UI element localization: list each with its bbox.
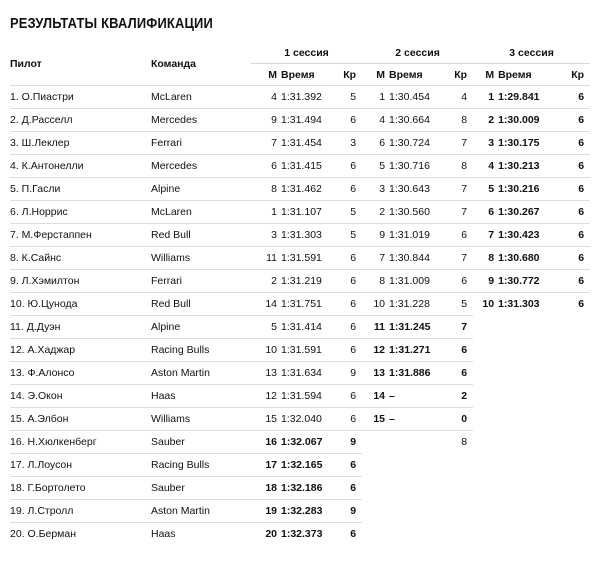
session-1-position: 9 [251,109,277,132]
session-1-time: 1:32.165 [277,454,333,477]
team-name: Alpine [151,178,251,201]
session-3-empty [473,500,494,523]
session-3-time: 1:30.267 [494,201,557,224]
session-2-position: 3 [362,178,385,201]
header-pilot: Пилот [10,57,42,70]
session-1-time: 1:31.594 [277,385,333,408]
session-2-position: 2 [362,201,385,224]
session-2-time: – [385,408,441,431]
session-1-laps: 6 [333,247,362,270]
session-1-position: 18 [251,477,277,500]
session-3-position: 5 [473,178,494,201]
table-row [10,201,590,224]
session-1-position: 4 [251,86,277,109]
table-row [10,270,590,293]
session-3-empty [557,500,590,523]
session-2-time: 1:30.844 [385,247,441,270]
session-3-empty [494,523,557,546]
table-row [10,224,590,247]
header-s1-m: М [268,68,277,81]
session-1-laps: 6 [333,523,362,546]
session-2-laps: 6 [441,224,473,247]
session-2-empty [441,523,473,546]
session-3-empty [473,408,494,431]
table-row [10,339,590,362]
pilot-name: 18. Г.Бортолето [10,477,151,500]
session-2-empty [362,500,385,523]
session-2-laps: 7 [441,178,473,201]
session-2-time: 1:31.228 [385,293,441,316]
session-2-time: 1:30.664 [385,109,441,132]
session-2-laps: 6 [441,362,473,385]
team-name: Aston Martin [151,500,251,523]
session-1-time: 1:31.107 [277,201,333,224]
table-row [10,132,590,155]
session-3-position: 2 [473,109,494,132]
session-3-time: 1:30.009 [494,109,557,132]
session-2-laps: 8 [441,431,473,454]
session-1-laps: 6 [333,408,362,431]
pilot-name: 5. П.Гасли [10,178,151,201]
session-1-time: 1:31.392 [277,86,333,109]
session-2-time: 1:30.716 [385,155,441,178]
session-1-position: 2 [251,270,277,293]
session-1-time: 1:31.414 [277,316,333,339]
session-2-laps: 8 [441,109,473,132]
session-2-position: 4 [362,109,385,132]
session-3-empty [473,454,494,477]
pilot-name: 13. Ф.Алонсо [10,362,151,385]
table-row [10,523,590,546]
pilot-name: 3. Ш.Леклер [10,132,151,155]
table-row [10,362,590,385]
team-name: Racing Bulls [151,339,251,362]
session-2-time: 1:30.643 [385,178,441,201]
session-2-time: – [385,385,441,408]
pilot-name: 12. А.Хаджар [10,339,151,362]
header-s1-time: Время [281,68,315,81]
header-s2-kr: Кр [454,68,468,81]
team-name: Williams [151,408,251,431]
session-1-position: 7 [251,132,277,155]
session-3-empty [557,362,590,385]
header-session-2: 2 сессия [362,42,473,64]
pilot-name: 4. К.Антонелли [10,155,151,178]
team-name: Haas [151,523,251,546]
session-2-laps: 7 [441,132,473,155]
team-name: Racing Bulls [151,454,251,477]
team-name: Mercedes [151,109,251,132]
page-title: РЕЗУЛЬТАТЫ КВАЛИФИКАЦИИ [10,15,213,32]
header-s3-time: Время [498,68,532,81]
session-1-position: 16 [251,431,277,454]
session-1-time: 1:31.751 [277,293,333,316]
session-2-time: 1:30.454 [385,86,441,109]
session-3-empty [557,316,590,339]
session-2-position: 11 [362,316,385,339]
session-1-position: 10 [251,339,277,362]
table-row [10,155,590,178]
session-2-laps: 6 [441,339,473,362]
session-1-time: 1:31.494 [277,109,333,132]
session-2-time: 1:31.271 [385,339,441,362]
session-3-empty [473,385,494,408]
pilot-name: 17. Л.Лоусон [10,454,151,477]
session-3-empty [494,362,557,385]
pilot-name: 19. Л.Стролл [10,500,151,523]
session-2-empty [362,454,385,477]
session-3-position: 9 [473,270,494,293]
session-2-position: 6 [362,132,385,155]
session-3-laps: 6 [557,224,590,247]
session-1-time: 1:31.303 [277,224,333,247]
team-name: Ferrari [151,132,251,155]
session-3-empty [557,431,590,454]
team-name: Red Bull [151,224,251,247]
table-row [10,431,590,454]
session-2-empty [362,523,385,546]
session-3-empty [494,316,557,339]
session-1-laps: 9 [333,431,362,454]
team-name: Sauber [151,477,251,500]
session-1-laps: 6 [333,385,362,408]
table-row [10,86,590,109]
session-1-position: 20 [251,523,277,546]
pilot-name: 2. Д.Расселл [10,109,151,132]
session-2-empty [385,454,441,477]
session-1-position: 6 [251,155,277,178]
session-1-laps: 6 [333,155,362,178]
session-3-laps: 6 [557,86,590,109]
header-session-1: 1 сессия [251,42,362,64]
table-row [10,293,590,316]
table-row [10,316,590,339]
session-3-time: 1:30.423 [494,224,557,247]
session-2-empty [441,500,473,523]
session-1-position: 3 [251,224,277,247]
session-2-position: 7 [362,247,385,270]
session-1-laps: 9 [333,362,362,385]
session-2-time [385,431,441,454]
session-3-position: 10 [473,293,494,316]
session-1-time: 1:31.454 [277,132,333,155]
session-1-time: 1:31.462 [277,178,333,201]
session-2-position [362,431,385,454]
session-1-time: 1:32.186 [277,477,333,500]
session-1-laps: 9 [333,500,362,523]
session-1-laps: 6 [333,270,362,293]
session-2-empty [441,454,473,477]
session-1-position: 13 [251,362,277,385]
session-3-position: 8 [473,247,494,270]
team-name: McLaren [151,201,251,224]
session-2-time: 1:31.245 [385,316,441,339]
session-2-empty [385,523,441,546]
session-3-position: 3 [473,132,494,155]
session-2-laps: 6 [441,270,473,293]
team-name: Haas [151,385,251,408]
session-1-position: 14 [251,293,277,316]
table-row [10,500,590,523]
table-row [10,477,590,500]
session-3-empty [473,316,494,339]
header-s1-kr: Кр [343,68,357,81]
session-3-empty [494,339,557,362]
session-3-empty [473,477,494,500]
session-1-position: 1 [251,201,277,224]
session-3-empty [494,408,557,431]
session-2-time: 1:30.724 [385,132,441,155]
pilot-name: 16. Н.Хюлкенберг [10,431,151,454]
session-2-laps: 4 [441,86,473,109]
session-2-laps: 7 [441,247,473,270]
session-2-laps: 2 [441,385,473,408]
session-2-empty [385,500,441,523]
session-3-time: 1:30.680 [494,247,557,270]
session-1-laps: 5 [333,224,362,247]
session-3-time: 1:31.303 [494,293,557,316]
team-name: Ferrari [151,270,251,293]
session-2-laps: 0 [441,408,473,431]
table-row [10,408,590,431]
pilot-name: 14. Э.Окон [10,385,151,408]
session-3-laps: 6 [557,270,590,293]
session-1-position: 19 [251,500,277,523]
pilot-name: 7. М.Ферстаппен [10,224,151,247]
session-3-empty [473,523,494,546]
session-1-position: 12 [251,385,277,408]
session-1-position: 8 [251,178,277,201]
session-3-empty [557,385,590,408]
session-1-time: 1:32.283 [277,500,333,523]
session-3-empty [494,500,557,523]
pilot-name: 10. Ю.Цунода [10,293,151,316]
pilot-name: 20. О.Берман [10,523,151,546]
table-row [10,385,590,408]
session-1-laps: 5 [333,201,362,224]
session-1-laps: 6 [333,477,362,500]
header-team: Команда [151,57,196,70]
team-name: Aston Martin [151,362,251,385]
session-3-empty [494,385,557,408]
session-2-laps: 5 [441,293,473,316]
session-2-laps: 7 [441,201,473,224]
session-1-time: 1:31.415 [277,155,333,178]
session-3-laps: 6 [557,109,590,132]
team-name: Alpine [151,316,251,339]
session-3-laps: 6 [557,178,590,201]
session-2-position: 14 [362,385,385,408]
session-1-laps: 6 [333,178,362,201]
session-3-position: 7 [473,224,494,247]
session-2-empty [441,477,473,500]
pilot-name: 15. А.Элбон [10,408,151,431]
results-body [10,86,590,546]
header-s3-m: М [485,68,495,81]
session-2-time: 1:30.560 [385,201,441,224]
session-1-laps: 6 [333,109,362,132]
session-3-empty [473,431,494,454]
session-3-position: 1 [473,86,494,109]
session-2-position: 15 [362,408,385,431]
session-2-position: 10 [362,293,385,316]
session-1-position: 17 [251,454,277,477]
team-name: Sauber [151,431,251,454]
session-3-time: 1:30.216 [494,178,557,201]
header-row-sessions [10,42,590,64]
team-name: McLaren [151,86,251,109]
session-2-empty [362,477,385,500]
session-3-time: 1:30.213 [494,155,557,178]
session-1-position: 5 [251,316,277,339]
session-1-time: 1:32.067 [277,431,333,454]
header-s2-m: М [376,68,386,81]
session-3-time: 1:29.841 [494,86,557,109]
session-2-position: 9 [362,224,385,247]
session-1-laps: 6 [333,316,362,339]
header-s2-time: Время [389,68,423,81]
session-1-time: 1:31.591 [277,247,333,270]
session-3-empty [557,477,590,500]
pilot-name: 1. О.Пиастри [10,86,151,109]
session-1-laps: 6 [333,339,362,362]
session-3-time: 1:30.772 [494,270,557,293]
session-2-position: 5 [362,155,385,178]
session-2-time: 1:31.009 [385,270,441,293]
pilot-name: 9. Л.Хэмилтон [10,270,151,293]
session-1-laps: 6 [333,454,362,477]
session-2-time: 1:31.886 [385,362,441,385]
session-3-empty [473,339,494,362]
session-3-empty [557,339,590,362]
team-name: Red Bull [151,293,251,316]
pilot-name: 11. Д.Дуэн [10,316,151,339]
session-1-time: 1:31.634 [277,362,333,385]
session-3-position: 4 [473,155,494,178]
session-3-laps: 6 [557,155,590,178]
table-row [10,247,590,270]
session-3-laps: 6 [557,247,590,270]
session-1-laps: 5 [333,86,362,109]
team-name: Williams [151,247,251,270]
session-2-position: 1 [362,86,385,109]
session-1-position: 11 [251,247,277,270]
session-2-position: 13 [362,362,385,385]
session-1-time: 1:31.591 [277,339,333,362]
session-1-time: 1:32.040 [277,408,333,431]
header-session-3: 3 сессия [473,42,590,64]
session-1-time: 1:32.373 [277,523,333,546]
session-2-position: 8 [362,270,385,293]
session-3-empty [557,523,590,546]
session-2-empty [385,477,441,500]
session-3-time: 1:30.175 [494,132,557,155]
session-3-empty [494,477,557,500]
session-1-position: 15 [251,408,277,431]
session-2-position: 12 [362,339,385,362]
session-3-empty [557,408,590,431]
session-1-laps: 3 [333,132,362,155]
qualifying-results-table [10,42,590,546]
session-2-time: 1:31.019 [385,224,441,247]
pilot-name: 8. К.Сайнс [10,247,151,270]
header-s3-kr: Кр [571,68,585,81]
table-row [10,454,590,477]
session-2-laps: 8 [441,155,473,178]
session-1-time: 1:31.219 [277,270,333,293]
session-3-empty [494,454,557,477]
session-3-empty [557,454,590,477]
team-name: Mercedes [151,155,251,178]
table-row [10,109,590,132]
session-2-laps: 7 [441,316,473,339]
session-3-position: 6 [473,201,494,224]
session-1-laps: 6 [333,293,362,316]
session-3-laps: 6 [557,132,590,155]
session-3-laps: 6 [557,201,590,224]
pilot-name: 6. Л.Норрис [10,201,151,224]
session-3-laps: 6 [557,293,590,316]
table-row [10,178,590,201]
session-3-empty [473,362,494,385]
session-3-empty [494,431,557,454]
